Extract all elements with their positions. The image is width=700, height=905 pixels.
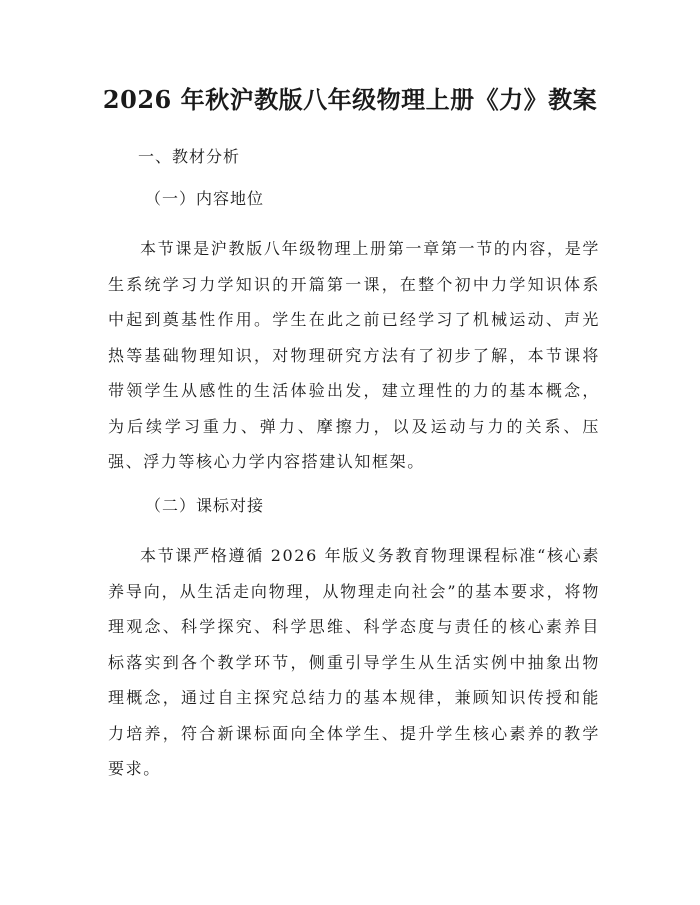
document-title: 2026 年秋沪教版八年级物理上册《力》教案	[102, 85, 598, 114]
subsection-heading-curriculum-alignment: （二）课标对接	[145, 496, 265, 515]
section-heading-textbook-analysis: 一、教材分析	[138, 147, 241, 166]
paragraph-curriculum-alignment: 本节课严格遵循 2026 年版义务教育物理课程标准“核心素养导向，从生活走向物理，从物理走向社会”的基本要求，将物理观念、科学探究、科学思维、科学态度与责任的核心素养目标落实到各个教学环节，侧重引导学生从生活实例中抽象出物理概念，通过自主探究总结力的基本规律，兼顾知识传授和能力培养，符合新课标面向全体学生、提升学生核心素养的教学要求。	[108, 546, 600, 778]
subsection-heading-content-position: （一）内容地位	[145, 189, 265, 208]
paragraph-content-position: 本节课是沪教版八年级物理上册第一章第一节的内容，是学生系统学习力学知识的开篇第一课，在整个初中力学知识体系中起到奠基性作用。学生在此之前已经学习了机械运动、声光热等基础物理知识，对物理研究方法有了初步了解，本节课将带领学生从感性的生活体验出发，建立理性的力的基本概念，为后续学习重力、弹力、摩擦力，以及运动与力的关系、压强、浮力等核心力学内容搭建认知框架。	[108, 239, 600, 471]
